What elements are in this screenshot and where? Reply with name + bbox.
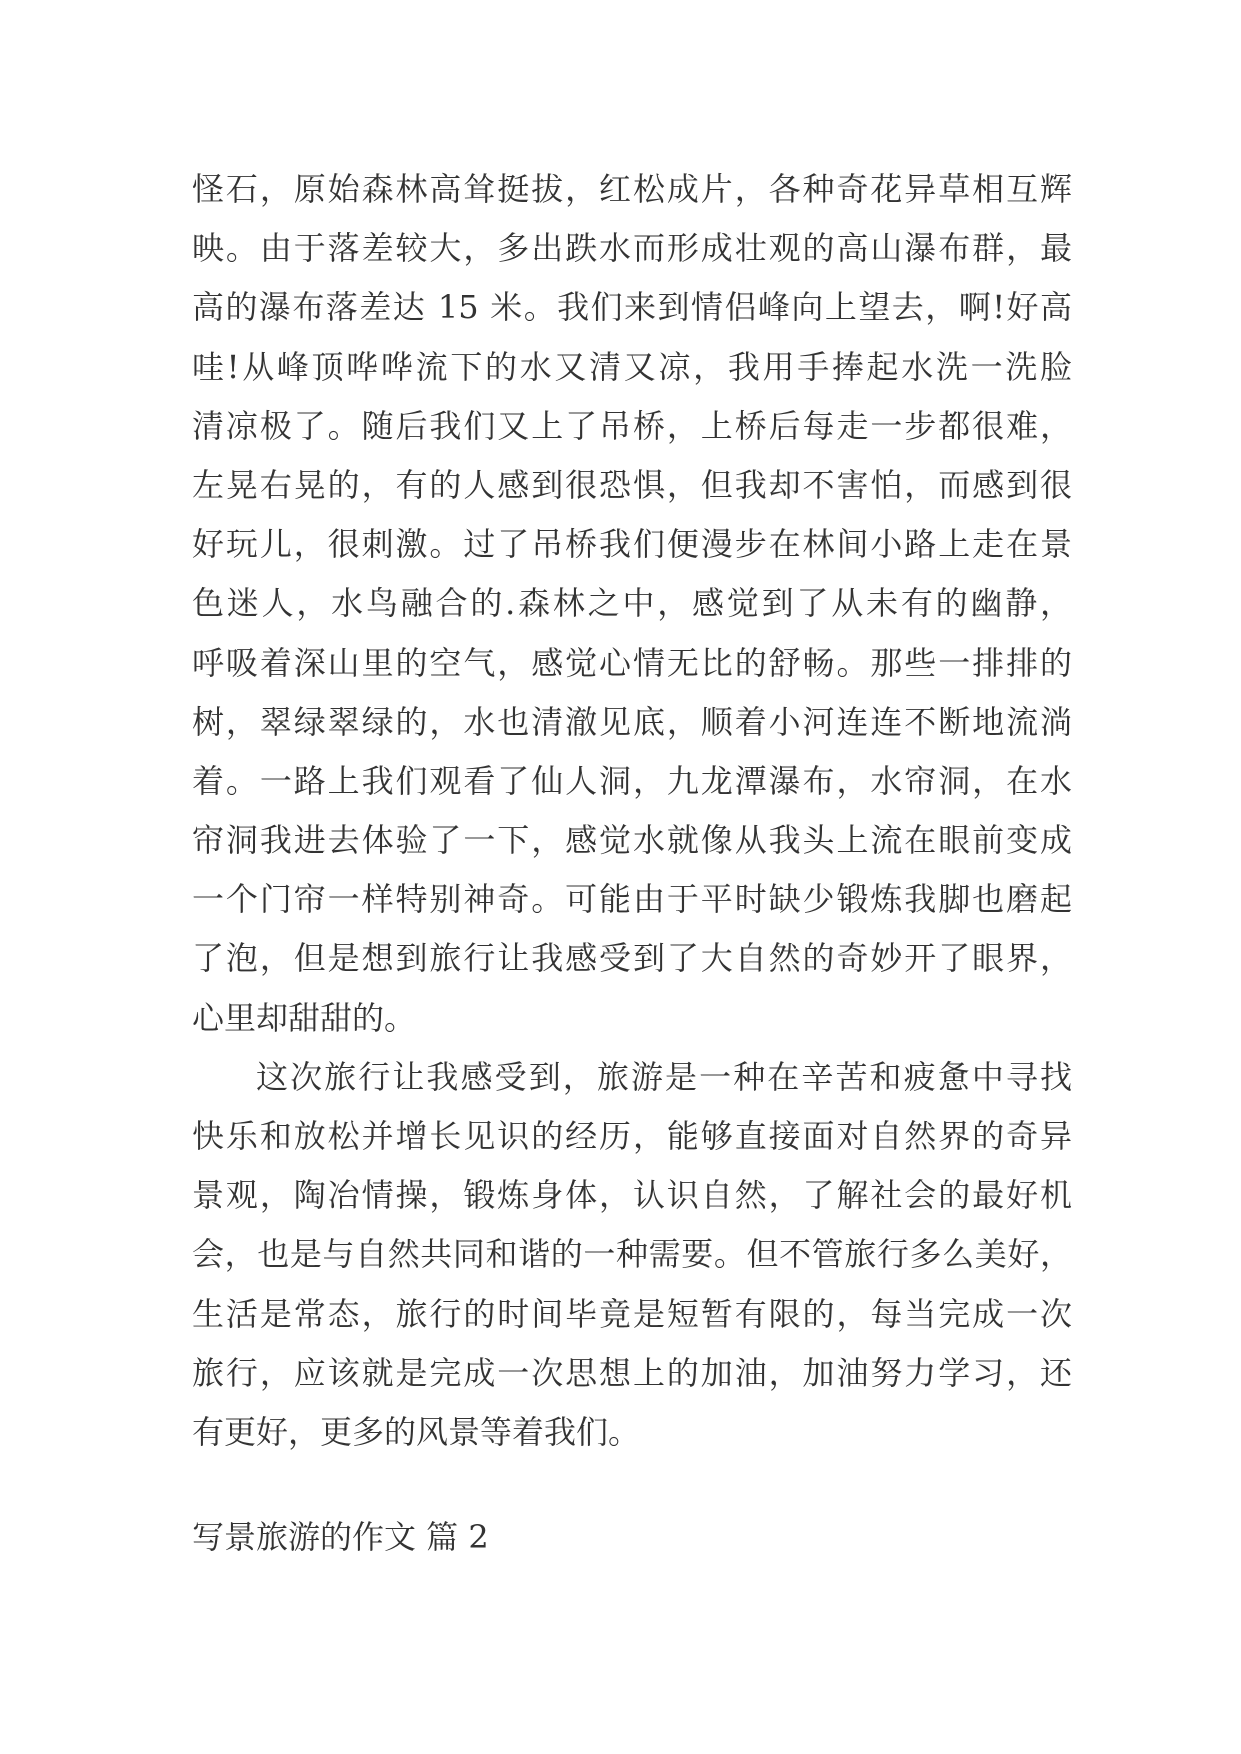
paragraph-line: 了泡，但是想到旅行让我感受到了大自然的奇妙开了眼界， xyxy=(192,939,1072,978)
paragraph-line: 帘洞我进去体验了一下，感觉水就像从我头上流在眼前变成 xyxy=(192,821,1072,860)
paragraph-line: 呼吸着深山里的空气，感觉心情无比的舒畅。那些一排排的 xyxy=(192,643,1072,682)
paragraph-1 xyxy=(192,160,1072,1048)
paragraph-line: 景观，陶冶情操，锻炼身体，认识自然，了解社会的最好机 xyxy=(192,1176,1072,1215)
paragraph-line: 高的瀑布落差达 15 米。我们来到情侣峰向上望去，啊!好高 xyxy=(192,288,1072,327)
paragraph-line: 快乐和放松并增长见识的经历，能够直接面对自然界的奇异 xyxy=(192,1117,1072,1155)
paragraph-line: 左晃右晃的，有的人感到很恐惧，但我却不害怕，而感到很 xyxy=(192,465,1072,504)
paragraph-line: 会，也是与自然共同和谐的一种需要。但不管旅行多么美好， xyxy=(192,1235,1072,1274)
paragraph-line: 着。一路上我们观看了仙人洞，九龙潭瀑布，水帘洞，在水 xyxy=(192,761,1072,800)
paragraph-line: 树，翠绿翠绿的，水也清澈见底，顺着小河连连不断地流淌 xyxy=(192,702,1072,741)
paragraph-line: 好玩儿，很刺激。过了吊桥我们便漫步在林间小路上走在景 xyxy=(192,525,1072,564)
paragraph-line: 怪石，原始森林高耸挺拔，红松成片，各种奇花异草相互辉 xyxy=(192,170,1072,208)
section-heading: 写景旅游的作文 篇 2 xyxy=(192,1518,489,1556)
paragraph-line: 有更好，更多的风景等着我们。 xyxy=(192,1412,641,1451)
paragraph-line: 旅行，应该就是完成一次思想上的加油，加油努力学习，还 xyxy=(192,1353,1072,1392)
paragraph-line: 生活是常态，旅行的时间毕竟是短暂有限的，每当完成一次 xyxy=(192,1294,1072,1333)
paragraph-line: 心里却甜甜的。 xyxy=(192,998,417,1037)
paragraph-2 xyxy=(192,1048,1072,1462)
paragraph-line: 色迷人，水鸟融合的.森林之中，感觉到了从未有的幽静， xyxy=(192,584,1072,623)
paragraph-line: 哇!从峰顶哗哗流下的水又清又凉，我用手捧起水洗一洗脸 xyxy=(192,347,1072,386)
paragraph-line: 映。由于落差较大，多出跌水而形成壮观的高山瀑布群，最 xyxy=(192,229,1072,268)
essay-body xyxy=(192,160,1072,1462)
paragraph-line: 清凉极了。随后我们又上了吊桥，上桥后每走一步都很难， xyxy=(192,406,1072,445)
paragraph-line: 一个门帘一样特别神奇。可能由于平时缺少锻炼我脚也磨起 xyxy=(192,880,1072,919)
paragraph-line: 这次旅行让我感受到，旅游是一种在辛苦和疲惫中寻找 xyxy=(256,1057,1072,1096)
